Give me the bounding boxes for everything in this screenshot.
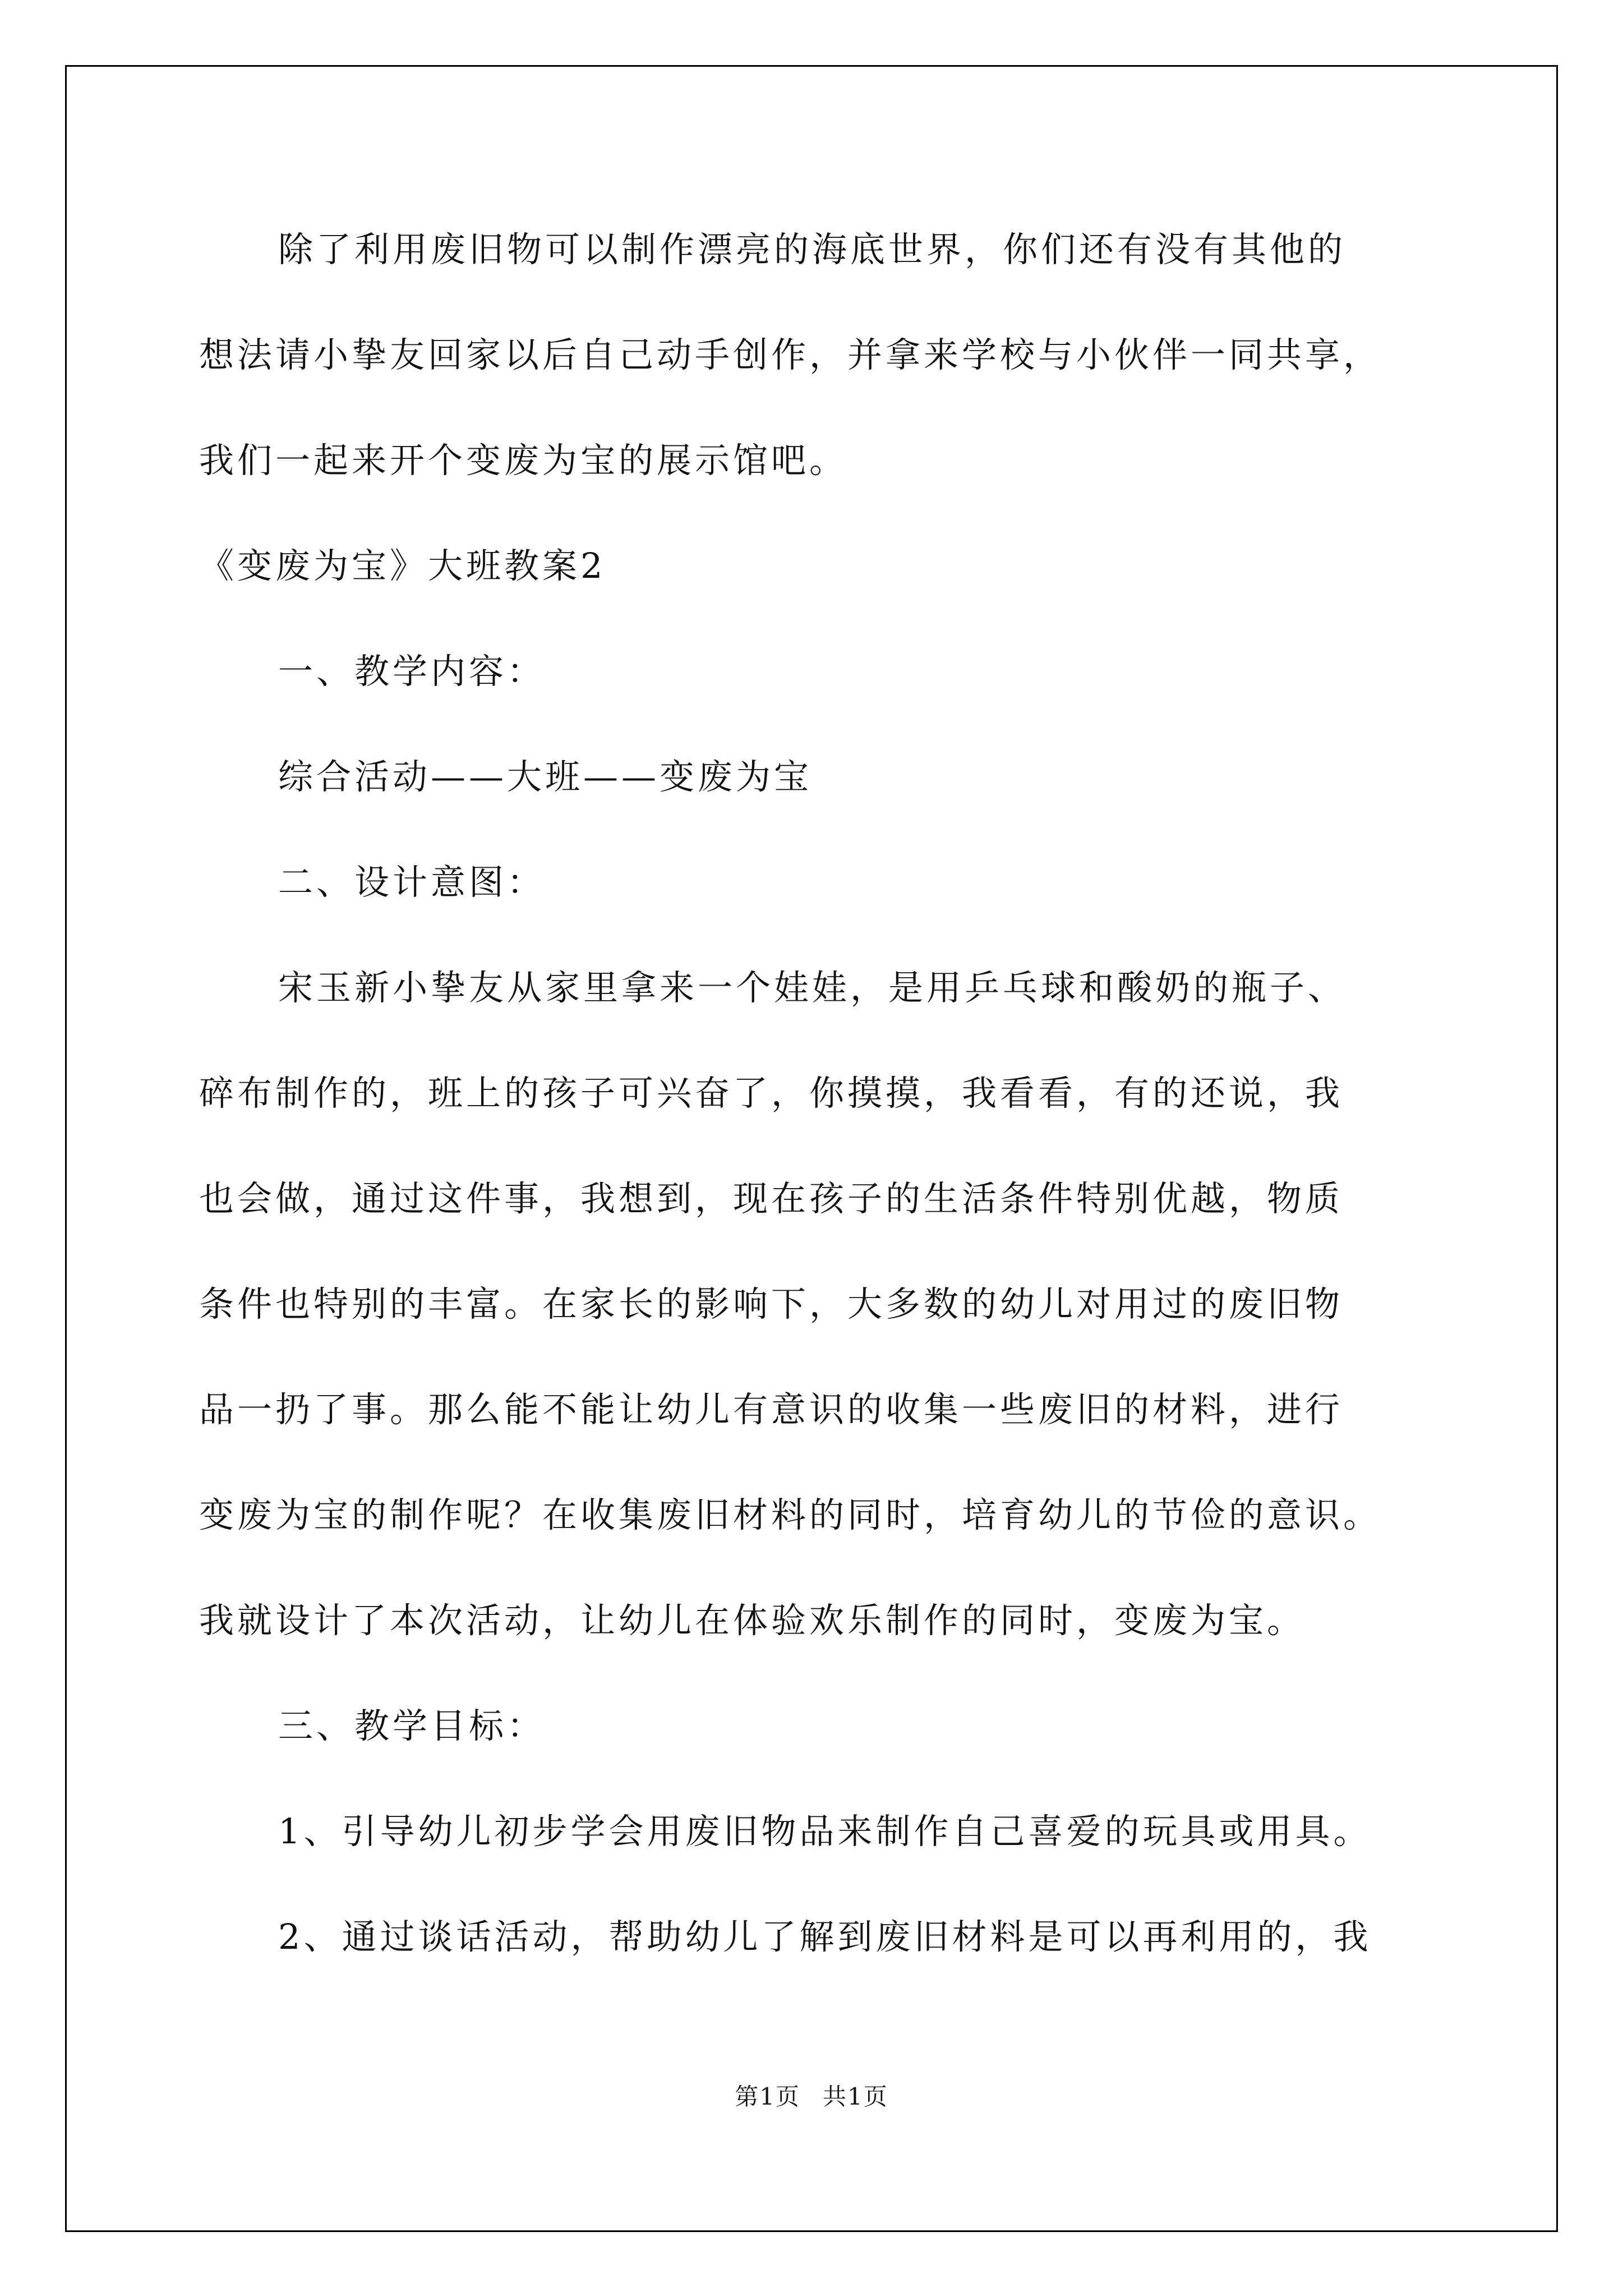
- paragraph-line: 条件也特别的丰富。在家长的影响下，大多数的幼儿对用过的废旧物: [199, 1283, 1344, 1324]
- section-heading: 《变废为宝》大班教案2: [199, 545, 606, 586]
- paragraph-line: 我就设计了本次活动，让幼儿在体验欢乐制作的同时，变废为宝。: [199, 1600, 1306, 1641]
- paragraph-line: 也会做，通过这件事，我想到，现在孩子的生活条件特别优越，物质: [199, 1178, 1344, 1219]
- list-item: 1、引导幼儿初步学会用废旧物品来制作自己喜爱的玩具或用具。: [278, 1811, 1372, 1852]
- subheading: 二、设计意图：: [278, 862, 546, 903]
- page-footer: [0, 2081, 1623, 2113]
- paragraph-line: 想法请小挚友回家以后自己动手创作，并拿来学校与小伙伴一同共享，: [199, 334, 1382, 375]
- paragraph-line: 变废为宝的制作呢？在收集废旧材料的同时，培育幼儿的节俭的意识。: [199, 1494, 1382, 1535]
- list-item: 2、通过谈话活动，帮助幼儿了解到废旧材料是可以再利用的，我: [278, 1916, 1372, 1957]
- page-number: 第1页: [735, 2083, 800, 2110]
- paragraph-line: 宋玉新小挚友从家里拿来一个娃娃，是用乒乓球和酸奶的瓶子、: [278, 967, 1347, 1008]
- paragraph-line: 除了利用废旧物可以制作漂亮的海底世界，你们还有没有其他的: [278, 229, 1347, 270]
- subheading: 一、教学内容：: [278, 651, 546, 692]
- subheading: 三、教学目标：: [278, 1705, 546, 1746]
- page-frame: [65, 65, 1558, 2232]
- page-total: 共1页: [823, 2083, 888, 2110]
- paragraph-line: 综合活动——大班——变废为宝: [278, 756, 813, 797]
- paragraph-line: 品一扔了事。那么能不能让幼儿有意识的收集一些废旧的材料，进行: [199, 1389, 1344, 1430]
- paragraph-line: 我们一起来开个变废为宝的展示馆吧。: [199, 440, 848, 481]
- paragraph-line: 碎布制作的，班上的孩子可兴奋了，你摸摸，我看看，有的还说，我: [199, 1073, 1344, 1114]
